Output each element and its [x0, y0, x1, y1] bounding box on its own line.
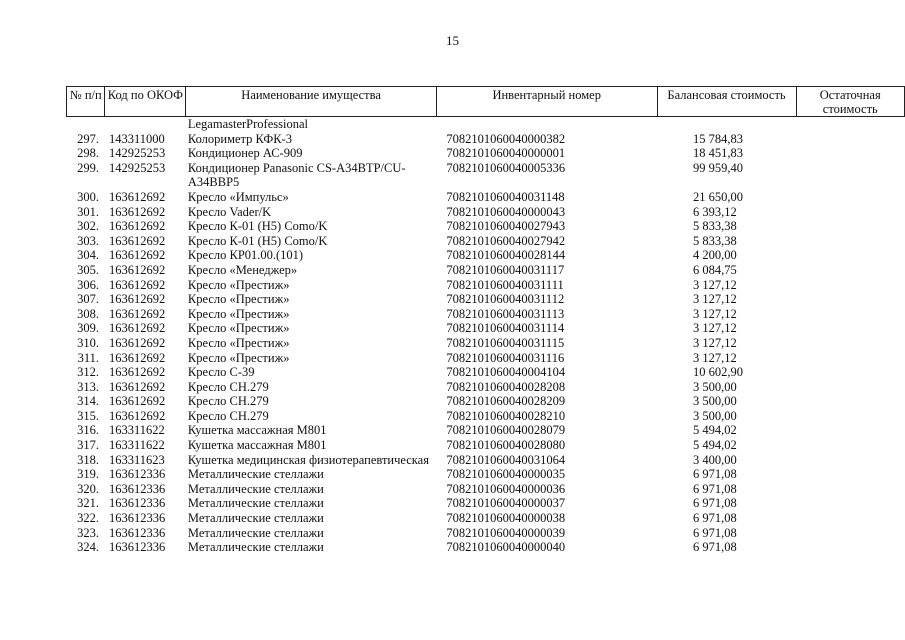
row-number: 323.	[77, 525, 99, 540]
row-number	[67, 117, 105, 132]
inventory-number: 7082101060040000037	[446, 496, 566, 511]
residual-value	[796, 234, 905, 249]
row-number: 302.	[77, 219, 99, 234]
inventory-number: 7082101060040000038	[446, 511, 566, 526]
property-name: Металлические стеллажи	[187, 467, 324, 482]
table-row	[67, 321, 905, 336]
okof-code: 163612692	[108, 321, 166, 336]
balance-value: 6 084,75	[693, 262, 737, 277]
residual-value	[796, 263, 905, 278]
residual-value	[796, 423, 905, 438]
inventory-number: 7082101060040031114	[446, 321, 565, 336]
property-name: Металлические стеллажи	[187, 481, 324, 496]
balance-value: 15 784,83	[693, 131, 744, 146]
balance-value: 3 500,00	[693, 394, 737, 409]
table-row	[67, 394, 905, 409]
residual-value	[796, 453, 905, 468]
okof-code: 163612336	[108, 496, 166, 511]
header-inventory-number: Инвентарный номер	[436, 87, 657, 117]
balance-value: 3 127,12	[693, 292, 737, 307]
inventory-number: 7082101060040028210	[446, 408, 566, 423]
inventory-number: 7082101060040031064	[446, 452, 566, 467]
inventory-number: 7082101060040004104	[446, 365, 566, 380]
inventory-number: 7082101060040000382	[446, 131, 566, 146]
balance-value: 5 494,02	[693, 438, 737, 453]
residual-value	[796, 321, 905, 336]
okof-code: 163612336	[108, 467, 166, 482]
row-number: 307.	[77, 292, 99, 307]
residual-value	[796, 351, 905, 366]
inventory-number: 7082101060040031117	[446, 262, 565, 277]
row-number: 309.	[77, 321, 99, 336]
balance-value: 4 200,00	[693, 248, 737, 263]
balance-value: 6 393,12	[693, 204, 737, 219]
residual-value	[796, 394, 905, 409]
row-number: 304.	[77, 248, 99, 263]
residual-value	[796, 467, 905, 482]
table-row	[67, 540, 905, 555]
balance-value: 5 494,02	[693, 423, 737, 438]
row-number: 321.	[77, 496, 99, 511]
okof-code: 163612692	[108, 335, 166, 350]
table-row	[67, 234, 905, 249]
balance-value: 6 971,08	[693, 467, 737, 482]
row-number: 298.	[77, 146, 99, 161]
property-name: Металлические стеллажи	[187, 525, 324, 540]
okof-code: 142925253	[108, 160, 166, 175]
header-okof-code: Код по ОКОФ	[105, 87, 186, 117]
okof-code: 163612692	[108, 277, 166, 292]
page-number: 15	[446, 33, 459, 48]
property-name: Кондиционер Panasonic CS-A34BTP/CU-A34BBP5	[187, 160, 406, 190]
row-number: 313.	[77, 379, 99, 394]
table-row	[67, 496, 905, 511]
table-row	[67, 453, 905, 468]
balance-value: 5 833,38	[693, 219, 737, 234]
row-number: 299.	[77, 160, 99, 175]
table-row	[67, 482, 905, 497]
residual-value	[796, 380, 905, 395]
property-name: Кресло «Престиж»	[187, 335, 290, 350]
table-row	[67, 190, 905, 205]
balance-value: 3 500,00	[693, 408, 737, 423]
inventory-number: 7082101060040031111	[446, 277, 564, 292]
inventory-number: 7082101060040031113	[446, 306, 565, 321]
balance-value	[657, 117, 796, 132]
row-number: 306.	[77, 277, 99, 292]
row-number: 322.	[77, 511, 99, 526]
table-row	[67, 219, 905, 234]
property-name: Кресло «Престиж»	[187, 277, 290, 292]
property-name: Кресло «Престиж»	[187, 306, 290, 321]
okof-code: 163311622	[108, 423, 165, 438]
residual-value	[796, 365, 905, 380]
okof-code: 163612692	[108, 394, 166, 409]
row-number: 314.	[77, 394, 99, 409]
okof-code: 163612692	[108, 262, 166, 277]
table-row	[67, 132, 905, 147]
property-name: Кресло С-39	[187, 365, 255, 380]
okof-code: 163612336	[108, 511, 166, 526]
residual-value	[796, 205, 905, 220]
row-number: 316.	[77, 423, 99, 438]
okof-code: 163612692	[108, 233, 166, 248]
property-name: Металлические стеллажи	[187, 540, 324, 555]
property-name: Кушетка медицинская физиотерапевтическая	[187, 452, 429, 467]
property-name: Кресло К-01 (Н5) Сomo/K	[187, 219, 328, 234]
balance-value: 3 127,12	[693, 335, 737, 350]
okof-code: 163612692	[108, 350, 166, 365]
residual-value	[796, 511, 905, 526]
property-name: Кресло «Менеджер»	[187, 262, 298, 277]
table-row	[67, 365, 905, 380]
residual-value	[796, 219, 905, 234]
okof-code: 163612692	[108, 292, 166, 307]
row-number: 315.	[77, 408, 99, 423]
inventory-number: 7082101060040031148	[446, 189, 565, 204]
inventory-number: 7082101060040000039	[446, 525, 566, 540]
balance-value: 6 971,08	[693, 481, 737, 496]
balance-value: 3 500,00	[693, 379, 737, 394]
balance-value: 6 971,08	[693, 511, 737, 526]
okof-code: 163612692	[108, 408, 166, 423]
table-row	[67, 351, 905, 366]
property-name: Кресло КР01.00.(101)	[187, 248, 304, 263]
inventory-number: 7082101060040000035	[446, 467, 566, 482]
residual-value	[796, 292, 905, 307]
row-number: 311.	[77, 350, 99, 365]
inventory-number: 7082101060040031116	[446, 350, 565, 365]
residual-value	[796, 438, 905, 453]
property-name: Кресло «Престиж»	[187, 350, 290, 365]
inventory-number: 7082101060040005336	[446, 160, 566, 175]
table-row	[67, 511, 905, 526]
residual-value	[796, 248, 905, 263]
table-row	[67, 278, 905, 293]
property-name: Колориметр КФК-3	[187, 131, 292, 146]
header-balance-value: Балансовая стоимость	[657, 87, 796, 117]
property-name: Металлические стеллажи	[187, 496, 324, 511]
okof-code: 163612692	[108, 306, 166, 321]
inventory-table	[66, 86, 905, 555]
residual-value	[796, 307, 905, 322]
property-name: Кресло «Престиж»	[187, 321, 290, 336]
table-row	[67, 526, 905, 541]
row-number: 320.	[77, 481, 99, 496]
table-body	[67, 117, 905, 555]
inventory-number: 7082101060040000001	[446, 146, 566, 161]
row-number: 297.	[77, 131, 99, 146]
residual-value	[796, 526, 905, 541]
okof-code: 163612692	[108, 379, 166, 394]
table-header-row	[67, 87, 905, 117]
okof-code: 163612692	[108, 204, 166, 219]
okof-code: 163612692	[108, 365, 166, 380]
inventory-number: 7082101060040031112	[446, 292, 565, 307]
residual-value	[796, 409, 905, 424]
inventory-number: 7082101060040000043	[446, 204, 566, 219]
row-number: 300.	[77, 189, 99, 204]
table-row	[67, 117, 905, 132]
balance-value: 21 650,00	[693, 189, 744, 204]
property-name: Кресло СН.279	[187, 379, 269, 394]
row-number: 324.	[77, 540, 99, 555]
residual-value	[796, 146, 905, 161]
row-number: 317.	[77, 438, 99, 453]
balance-value: 3 127,12	[693, 321, 737, 336]
residual-value	[796, 540, 905, 555]
inventory-number: 7082101060040028080	[446, 438, 566, 453]
residual-value	[796, 482, 905, 497]
table-row	[67, 248, 905, 263]
inventory-number	[436, 117, 657, 132]
okof-code: 163311623	[108, 452, 165, 467]
table-row	[67, 423, 905, 438]
inventory-number: 7082101060040000036	[446, 481, 566, 496]
property-name: Кондиционер АС-909	[187, 146, 303, 161]
table-row	[67, 292, 905, 307]
table-row	[67, 263, 905, 278]
table-row	[67, 336, 905, 351]
balance-value: 6 971,08	[693, 525, 737, 540]
table-row	[67, 161, 905, 190]
okof-code: 163612692	[108, 189, 166, 204]
residual-value	[796, 336, 905, 351]
balance-value: 6 971,08	[693, 496, 737, 511]
table-row	[67, 146, 905, 161]
balance-value: 3 127,12	[693, 277, 737, 292]
okof-code: 163612336	[108, 481, 166, 496]
okof-code: 163612336	[108, 525, 166, 540]
row-number: 301.	[77, 204, 99, 219]
balance-value: 5 833,38	[693, 233, 737, 248]
okof-code: 163612692	[108, 219, 166, 234]
row-number: 310.	[77, 335, 99, 350]
residual-value	[796, 117, 905, 132]
row-number: 308.	[77, 306, 99, 321]
property-name: Кресло К-01 (Н5) Сomo/K	[187, 233, 328, 248]
residual-value	[796, 132, 905, 147]
inventory-number: 7082101060040028079	[446, 423, 566, 438]
okof-code: 163612692	[108, 248, 166, 263]
table-row	[67, 438, 905, 453]
table-row	[67, 467, 905, 482]
row-number: 312.	[77, 365, 99, 380]
header-number: № п/п	[67, 87, 105, 117]
property-name: LegamasterProfessional	[187, 117, 308, 131]
balance-value: 99 959,40	[693, 160, 744, 175]
okof-code: 163311622	[108, 438, 165, 453]
header-property-name: Наименование имущества	[186, 87, 437, 117]
table-row	[67, 307, 905, 322]
balance-value: 18 451,83	[693, 146, 744, 161]
residual-value	[796, 161, 905, 190]
balance-value: 3 127,12	[693, 306, 737, 321]
balance-value: 10 602,90	[693, 365, 744, 380]
table-row	[67, 380, 905, 395]
inventory-number: 7082101060040027943	[446, 219, 566, 234]
balance-value: 6 971,08	[693, 540, 737, 555]
property-name: Кушетка массажная М801	[187, 438, 327, 453]
header-residual-value: Остаточная стоимость	[796, 87, 905, 117]
okof-code: 143311000	[108, 131, 165, 146]
property-name: Кресло СН.279	[187, 408, 269, 423]
balance-value: 3 127,12	[693, 350, 737, 365]
balance-value: 3 400,00	[693, 452, 737, 467]
okof-code: 142925253	[108, 146, 166, 161]
inventory-number: 7082101060040028209	[446, 394, 566, 409]
row-number: 305.	[77, 262, 99, 277]
property-name: Кресло Vader/K	[187, 204, 272, 219]
residual-value	[796, 496, 905, 511]
table-row	[67, 409, 905, 424]
table-row	[67, 205, 905, 220]
property-name: Кресло СН.279	[187, 394, 269, 409]
inventory-number: 7082101060040027942	[446, 233, 566, 248]
okof-code: 163612336	[108, 540, 166, 555]
residual-value	[796, 278, 905, 293]
inventory-number: 7082101060040028144	[446, 248, 566, 263]
okof-code	[105, 117, 186, 132]
property-name: Кресло «Престиж»	[187, 292, 290, 307]
row-number: 318.	[77, 452, 99, 467]
inventory-number: 7082101060040031115	[446, 335, 565, 350]
inventory-number: 7082101060040028208	[446, 379, 566, 394]
property-name: Кресло «Импульс»	[187, 189, 289, 204]
property-name: Металлические стеллажи	[187, 511, 324, 526]
row-number: 319.	[77, 467, 99, 482]
inventory-number: 7082101060040000040	[446, 540, 566, 555]
residual-value	[796, 190, 905, 205]
row-number: 303.	[77, 233, 99, 248]
property-name: Кушетка массажная М801	[187, 423, 327, 438]
